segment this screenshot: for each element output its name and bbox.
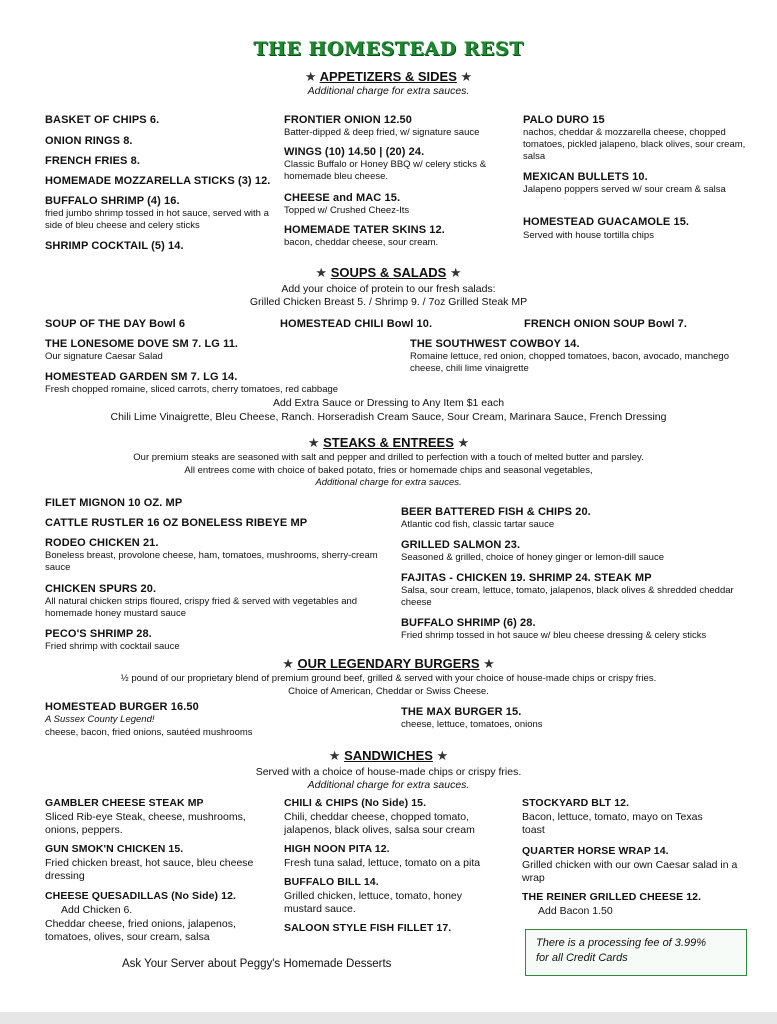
menu-item-desc: Salsa, sour cream, lettuce, tomato, jalapenos, black olives & shredded cheddar cheese: [401, 585, 734, 608]
star-icon: ★: [460, 69, 473, 84]
menu-item-desc: Topped w/ Crushed Cheez-Its: [284, 205, 410, 216]
burgers-heading: [0, 656, 777, 672]
menu-item-name: HIGH NOON PITA 12.: [284, 843, 390, 855]
menu-item-desc: Romaine lettuce, red onion, chopped tomatoes, bacon, avocado, manchego cheese, chili lime vinaigrette: [410, 351, 729, 374]
menu-item-name: HOMESTEAD CHILI Bowl 10.: [280, 318, 433, 330]
menu-item-desc: Seasoned & grilled, choice of honey ginger or lemon-dill sauce: [401, 552, 664, 563]
menu-item-desc: Sliced Rib-eye Steak, cheese, mushrooms, onions, peppers.: [45, 811, 246, 836]
menu-item-desc: nachos, cheddar & mozzarella cheese, chopped tomatoes, pickled jalapeno, black olives, sour cream, salsa: [523, 127, 746, 162]
menu-item-desc: fried jumbo shrimp tossed in hot sauce, served with a side of bleu cheese and celery sticks: [45, 208, 269, 231]
appetizers-heading: [0, 69, 777, 85]
menu-item-name: SOUP OF THE DAY Bowl 6: [45, 318, 186, 330]
burgers-note: ½ pound of our proprietary blend of premium ground beef, grilled & served with your choice of house-made chips or crispy fries.: [120, 673, 657, 684]
menu-item-desc: Fresh chopped romaine, sliced carrots, cherry tomatoes, red cabbage: [45, 384, 339, 395]
menu-item-desc: Grilled chicken with our own Caesar salad in a wrap: [522, 859, 738, 884]
sandwiches-title: SANDWICHES: [344, 748, 433, 763]
menu-item-name: STOCKYARD BLT 12.: [522, 797, 630, 809]
menu-item-name: QUARTER HORSE WRAP 14.: [522, 845, 669, 857]
page-bottom-edge: [0, 1012, 777, 1024]
menu-item-desc: Bacon, lettuce, tomato, mayo on Texas toast: [522, 811, 703, 836]
menu-item-name: FRONTIER ONION 12.50: [284, 114, 412, 126]
fee-text-line2: for all Credit Cards: [536, 952, 628, 964]
desserts-note: Ask Your Server about Peggy's Homemade Desserts: [122, 958, 392, 970]
dressings-list: Chili Lime Vinaigrette, Bleu Cheese, Ranch. Horseradish Cream Sauce, Sour Cream, Marinara Sauce, French Dressing: [110, 411, 667, 423]
menu-item-desc: Chili, cheddar cheese, chopped tomato, jalapenos, black olives, salsa sour cream: [284, 811, 475, 836]
star-icon: ★: [449, 265, 462, 280]
soups-heading: [0, 265, 777, 281]
menu-item-name: FRENCH FRIES 8.: [45, 155, 141, 167]
appetizers-title: APPETIZERS & SIDES: [319, 69, 457, 84]
menu-item-name: SALOON STYLE FISH FILLET 17.: [284, 922, 452, 934]
menu-item-name: THE LONESOME DOVE SM 7. LG 11.: [45, 338, 239, 350]
menu-item-desc: cheese, lettuce, tomatoes, onions: [401, 719, 543, 730]
menu-item-name: PALO DURO 15: [523, 114, 605, 126]
menu-item-desc: Boneless breast, provolone cheese, ham, tomatoes, mushrooms, sherry-cream sauce: [45, 550, 378, 573]
menu-item-name: HOMEMADE MOZZARELLA STICKS (3) 12.: [45, 175, 271, 187]
menu-item-name: GUN SMOK'N CHICKEN 15.: [45, 843, 184, 855]
menu-item-name: WINGS (10) 14.50 | (20) 24.: [284, 146, 425, 158]
menu-item-name: CHICKEN SPURS 20.: [45, 583, 157, 595]
star-icon: ★: [457, 435, 470, 450]
steaks-note: Our premium steaks are seasoned with salt and pepper and drilled to perfection with a touch of melted butter and parsley.: [133, 452, 644, 463]
star-icon: ★: [328, 748, 341, 763]
star-icon: ★: [307, 435, 320, 450]
menu-item-desc: Served with house tortilla chips: [523, 230, 654, 241]
menu-item-desc: Fried shrimp with cocktail sauce: [45, 641, 180, 652]
menu-item-name: FILET MIGNON 10 OZ. MP: [45, 497, 183, 509]
star-icon: ★: [483, 656, 495, 671]
sandwiches-sauce-note: Additional charge for extra sauces.: [307, 779, 470, 791]
menu-item-desc: Cheddar cheese, fried onions, jalapenos, tomatoes, olives, sour cream, salsa: [45, 918, 236, 943]
menu-item-name: THE REINER GRILLED CHEESE 12.: [522, 891, 702, 903]
star-icon: ★: [282, 656, 294, 671]
restaurant-logo: THE HOMESTEAD REST: [253, 38, 524, 60]
menu-item-addon: Add Chicken 6.: [61, 904, 133, 916]
entrees-note: All entrees come with choice of baked potato, fries or homemade chips and seasonal vegetables,: [184, 465, 593, 476]
sandwiches-note: Served with a choice of house-made chips or crispy fries.: [255, 766, 522, 778]
menu-item-name: HOMESTEAD BURGER 16.50: [45, 701, 199, 713]
menu-item-name: BUFFALO BILL 14.: [284, 876, 379, 888]
menu-item-name: FRENCH ONION SOUP Bowl 7.: [524, 318, 688, 330]
menu-item-desc: Batter-dipped & deep fried, w/ signature sauce: [284, 127, 480, 138]
menu-item-desc: cheese, bacon, fried onions, sautéed mushrooms: [45, 727, 253, 738]
menu-item-desc: Our signature Caesar Salad: [45, 351, 163, 362]
menu-item-desc: All natural chicken strips floured, crispy fried & served with vegetables and homemade honey mustard sauce: [45, 596, 358, 619]
menu-item-name: BEER BATTERED FISH & CHIPS 20.: [401, 506, 591, 518]
menu-item-name: HOMEMADE TATER SKINS 12.: [284, 224, 445, 236]
menu-item-name: RODEO CHICKEN 21.: [45, 537, 159, 549]
menu-item-desc: Fried shrimp tossed in hot sauce w/ bleu cheese dressing & celery sticks: [401, 630, 707, 641]
menu-item-desc: Fresh tuna salad, lettuce, tomato on a pita: [284, 857, 481, 869]
extra-sauce-note: Add Extra Sauce or Dressing to Any Item $1 each: [272, 397, 505, 409]
star-icon: ★: [304, 69, 317, 84]
appetizers-note: Additional charge for extra sauces.: [307, 85, 470, 97]
menu-item-name: CHEESE and MAC 15.: [284, 192, 401, 204]
soups-protein-note: Grilled Chicken Breast 5. / Shrimp 9. / 7oz Grilled Steak MP: [249, 296, 528, 308]
menu-item-name: FAJITAS - CHICKEN 19. SHRIMP 24. STEAK MP: [401, 572, 652, 584]
menu-item-name: GAMBLER CHEESE STEAK MP: [45, 797, 204, 809]
menu-item-desc: Jalapeno poppers served w/ sour cream & salsa: [523, 184, 726, 195]
menu-item-name: PECO'S SHRIMP 28.: [45, 628, 152, 640]
menu-item-name: THE MAX BURGER 15.: [401, 706, 522, 718]
fee-text-line1: There is a processing fee of 3.99%: [536, 937, 706, 949]
menu-item-name: CHILI & CHIPS (No Side) 15.: [284, 797, 427, 809]
star-icon: ★: [315, 265, 328, 280]
menu-item-name: THE SOUTHWEST COWBOY 14.: [410, 338, 580, 350]
sandwiches-heading: [0, 748, 777, 764]
menu-item-name: BUFFALO SHRIMP (4) 16.: [45, 195, 180, 207]
menu-item-name: MEXICAN BULLETS 10.: [523, 171, 648, 183]
star-icon: ★: [436, 748, 449, 763]
menu-item-desc: Fried chicken breast, hot sauce, bleu cheese dressing: [45, 857, 254, 882]
menu-item-name: CHEESE QUESADILLAS (No Side) 12.: [45, 890, 237, 902]
soups-note: Add your choice of protein to our fresh salads:: [281, 283, 496, 295]
menu-item-name: SHRIMP COCKTAIL (5) 14.: [45, 240, 184, 252]
menu-item-addon: Add Bacon 1.50: [538, 905, 613, 917]
steaks-heading: [0, 435, 777, 451]
steaks-title: STEAKS & ENTREES: [323, 435, 454, 450]
menu-item-name: ONION RINGS 8.: [45, 135, 133, 147]
menu-item-name: HOMESTEAD GUACAMOLE 15.: [523, 216, 690, 228]
burgers-cheese-note: Choice of American, Cheddar or Swiss Cheese.: [288, 686, 489, 697]
menu-item-name: GRILLED SALMON 23.: [401, 539, 521, 551]
menu-item-name: HOMESTEAD GARDEN SM 7. LG 14.: [45, 371, 238, 383]
menu-item-desc: bacon, cheddar cheese, sour cream.: [284, 237, 439, 248]
menu-item-name: CATTLE RUSTLER 16 OZ BONELESS RIBEYE MP: [45, 517, 308, 529]
menu-item-name: BUFFALO SHRIMP (6) 28.: [401, 617, 536, 629]
menu-item-desc: Atlantic cod fish, classic tartar sauce: [401, 519, 555, 530]
steaks-sauce-note: Additional charge for extra sauces.: [315, 477, 462, 488]
burgers-title: OUR LEGENDARY BURGERS: [297, 656, 480, 671]
menu-item-desc: Grilled chicken, lettuce, tomato, honey mustard sauce.: [284, 890, 463, 915]
burger-tagline: A Sussex County Legend!: [45, 714, 155, 725]
soups-title: SOUPS & SALADS: [330, 265, 447, 280]
menu-item-desc: Classic Buffalo or Honey BBQ w/ celery sticks & homemade bleu cheese.: [284, 159, 487, 182]
menu-item-name: BASKET OF CHIPS 6.: [45, 114, 160, 126]
credit-card-fee-box: [525, 929, 747, 976]
